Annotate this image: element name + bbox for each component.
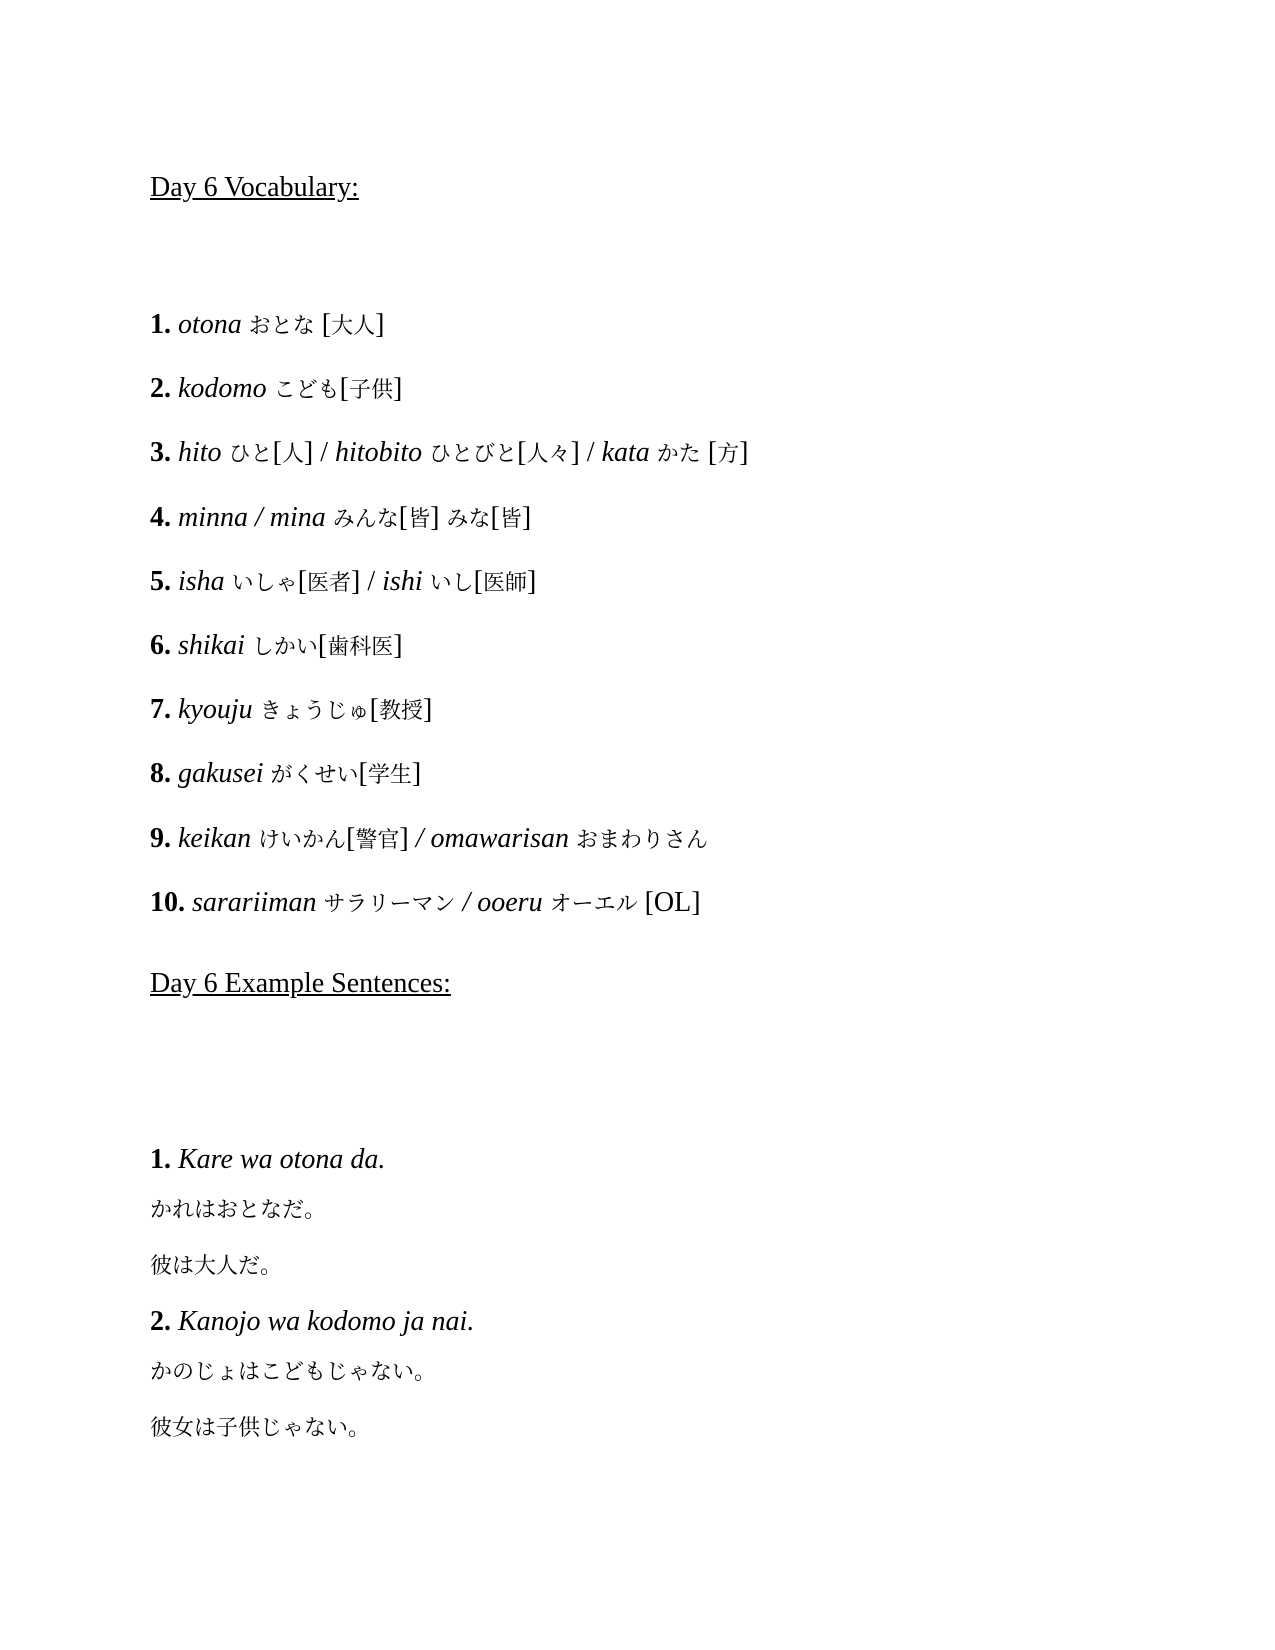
japanese-text: 子供 — [348, 378, 393, 404]
vocabulary-heading: Day 6 Vocabulary: — [150, 172, 359, 203]
item-entry — [171, 823, 708, 854]
japanese-text: けいかん — [251, 827, 347, 853]
punctuation: ] — [411, 758, 422, 790]
punctuation: [OL] — [637, 886, 701, 918]
japanese-text: おまわりさん — [568, 827, 708, 853]
romaji-text: keikan — [178, 822, 252, 854]
punctuation: ] / — [303, 437, 336, 469]
sentence-kana: かのじょはこどもじゃない。 — [150, 1360, 437, 1385]
punctuation — [171, 373, 178, 404]
punctuation: ] — [739, 437, 749, 469]
punctuation: [ — [473, 565, 483, 597]
romaji-text: kyouju — [178, 694, 253, 726]
vocabulary-item — [150, 369, 748, 433]
japanese-text: いし — [422, 570, 474, 596]
punctuation: ] / — [570, 437, 602, 469]
japanese-text: 皆 — [408, 506, 431, 532]
japanese-text: ひとびと — [422, 442, 518, 468]
item-number: 4. — [150, 501, 171, 533]
punctuation — [185, 887, 192, 918]
punctuation: ] — [393, 373, 403, 405]
romaji-text: shikai — [178, 629, 245, 661]
example-sentence — [150, 1302, 1150, 1444]
punctuation: [ — [398, 501, 409, 533]
punctuation — [171, 502, 178, 533]
punctuation: [ — [517, 437, 527, 469]
romaji-text: hito — [178, 437, 222, 469]
punctuation — [171, 437, 178, 468]
vocabulary-item — [150, 690, 748, 754]
punctuation: [ — [700, 437, 718, 469]
vocabulary-item — [150, 498, 748, 562]
item-number: 7. — [150, 694, 171, 726]
romaji-text: minna / mina — [178, 501, 326, 533]
punctuation — [171, 309, 178, 340]
japanese-text: かた — [649, 442, 701, 468]
japanese-text: しかい — [244, 634, 318, 660]
japanese-text: 警官 — [355, 827, 400, 853]
japanese-text: 教授 — [378, 699, 423, 725]
japanese-text: 医師 — [482, 570, 527, 596]
example-sentences — [150, 1140, 1150, 1444]
item-entry — [171, 437, 748, 468]
japanese-text: 人々 — [526, 442, 571, 468]
sentence-romaji: Kanojo wa kodomo ja nai. — [178, 1306, 475, 1337]
punctuation: ] / — [351, 565, 383, 597]
punctuation: [ — [297, 565, 308, 597]
romaji-text: kata — [601, 437, 650, 469]
item-number: 8. — [150, 758, 171, 790]
punctuation: [ — [346, 822, 356, 854]
punctuation: ] — [422, 694, 433, 726]
vocabulary-list — [150, 305, 748, 947]
item-number: 9. — [150, 822, 171, 854]
punctuation — [171, 694, 178, 725]
romaji-text: ishi — [382, 565, 423, 597]
japanese-text: みな — [446, 506, 491, 532]
item-entry — [171, 373, 402, 404]
punctuation: ] — [526, 565, 537, 597]
vocabulary-item — [150, 626, 748, 690]
japanese-text: おとな — [241, 314, 315, 339]
item-entry — [171, 758, 421, 789]
punctuation: ] — [399, 822, 416, 854]
punctuation — [171, 630, 178, 661]
romaji-text: gakusei — [178, 758, 264, 790]
item-entry — [171, 694, 432, 725]
item-entry — [185, 887, 701, 918]
item-entry — [171, 566, 536, 597]
japanese-text: がくせい — [263, 763, 359, 789]
item-entry — [171, 502, 531, 533]
item-number: 10. — [150, 886, 185, 918]
romaji-text: sarariiman — [192, 886, 317, 918]
japanese-text: 学生 — [367, 763, 412, 789]
punctuation: [ — [272, 437, 282, 469]
example-sentence — [150, 1140, 1150, 1282]
sentence-kanji: 彼女は子供じゃない。 — [150, 1416, 371, 1441]
japanese-text: 歯科医 — [327, 634, 394, 660]
japanese-text: きょうじゅ — [252, 699, 370, 725]
japanese-text: 医者 — [307, 570, 352, 596]
japanese-text: みんな — [325, 506, 399, 532]
vocabulary-item — [150, 305, 748, 369]
punctuation: ] — [375, 309, 385, 340]
sentence-kanji: 彼は大人だ。 — [150, 1254, 283, 1279]
japanese-text: ひと — [221, 442, 273, 468]
japanese-text: 人 — [281, 442, 304, 468]
japanese-text: オーエル — [542, 891, 638, 917]
punctuation: ] — [430, 501, 447, 533]
punctuation: [ — [339, 373, 349, 405]
japanese-text: 方 — [717, 442, 740, 468]
punctuation: [ — [358, 758, 368, 790]
punctuation: ] — [521, 501, 532, 533]
romaji-text: hitobito — [335, 437, 423, 469]
punctuation — [171, 758, 178, 789]
romaji-text: / ooeru — [455, 886, 543, 918]
punctuation: [ — [369, 694, 379, 726]
romaji-text: / omawarisan — [415, 822, 569, 854]
example-sentences-heading: Day 6 Example Sentences: — [150, 968, 451, 999]
sentence-number: 2. — [150, 1306, 171, 1337]
sentence-number: 1. — [150, 1144, 171, 1175]
item-number: 6. — [150, 629, 171, 661]
item-number: 1. — [150, 309, 171, 340]
japanese-text: 大人 — [331, 314, 376, 339]
punctuation — [171, 566, 178, 597]
punctuation: [ — [490, 501, 500, 533]
punctuation: [ — [317, 629, 328, 661]
vocabulary-item — [150, 562, 748, 626]
item-number: 2. — [150, 373, 171, 405]
romaji-text: isha — [178, 565, 225, 597]
japanese-text: いしゃ — [224, 570, 298, 596]
japanese-text: こども — [266, 378, 340, 404]
vocabulary-item — [150, 433, 748, 497]
item-number: 3. — [150, 437, 171, 469]
item-entry — [171, 630, 403, 661]
item-number: 5. — [150, 565, 171, 597]
sentence-kana: かれはおとなだ。 — [150, 1198, 327, 1223]
vocabulary-item — [150, 754, 748, 818]
romaji-text: otona — [178, 309, 242, 340]
japanese-text: サラリーマン — [316, 891, 456, 917]
sentence-romaji: Kare wa otona da. — [178, 1144, 386, 1175]
punctuation: ] — [393, 629, 403, 661]
japanese-text: 皆 — [499, 506, 522, 532]
romaji-text: kodomo — [178, 373, 267, 405]
punctuation — [171, 823, 178, 854]
vocabulary-item — [150, 819, 748, 883]
punctuation: [ — [314, 309, 332, 340]
vocabulary-item — [150, 883, 748, 947]
item-entry — [171, 309, 384, 340]
